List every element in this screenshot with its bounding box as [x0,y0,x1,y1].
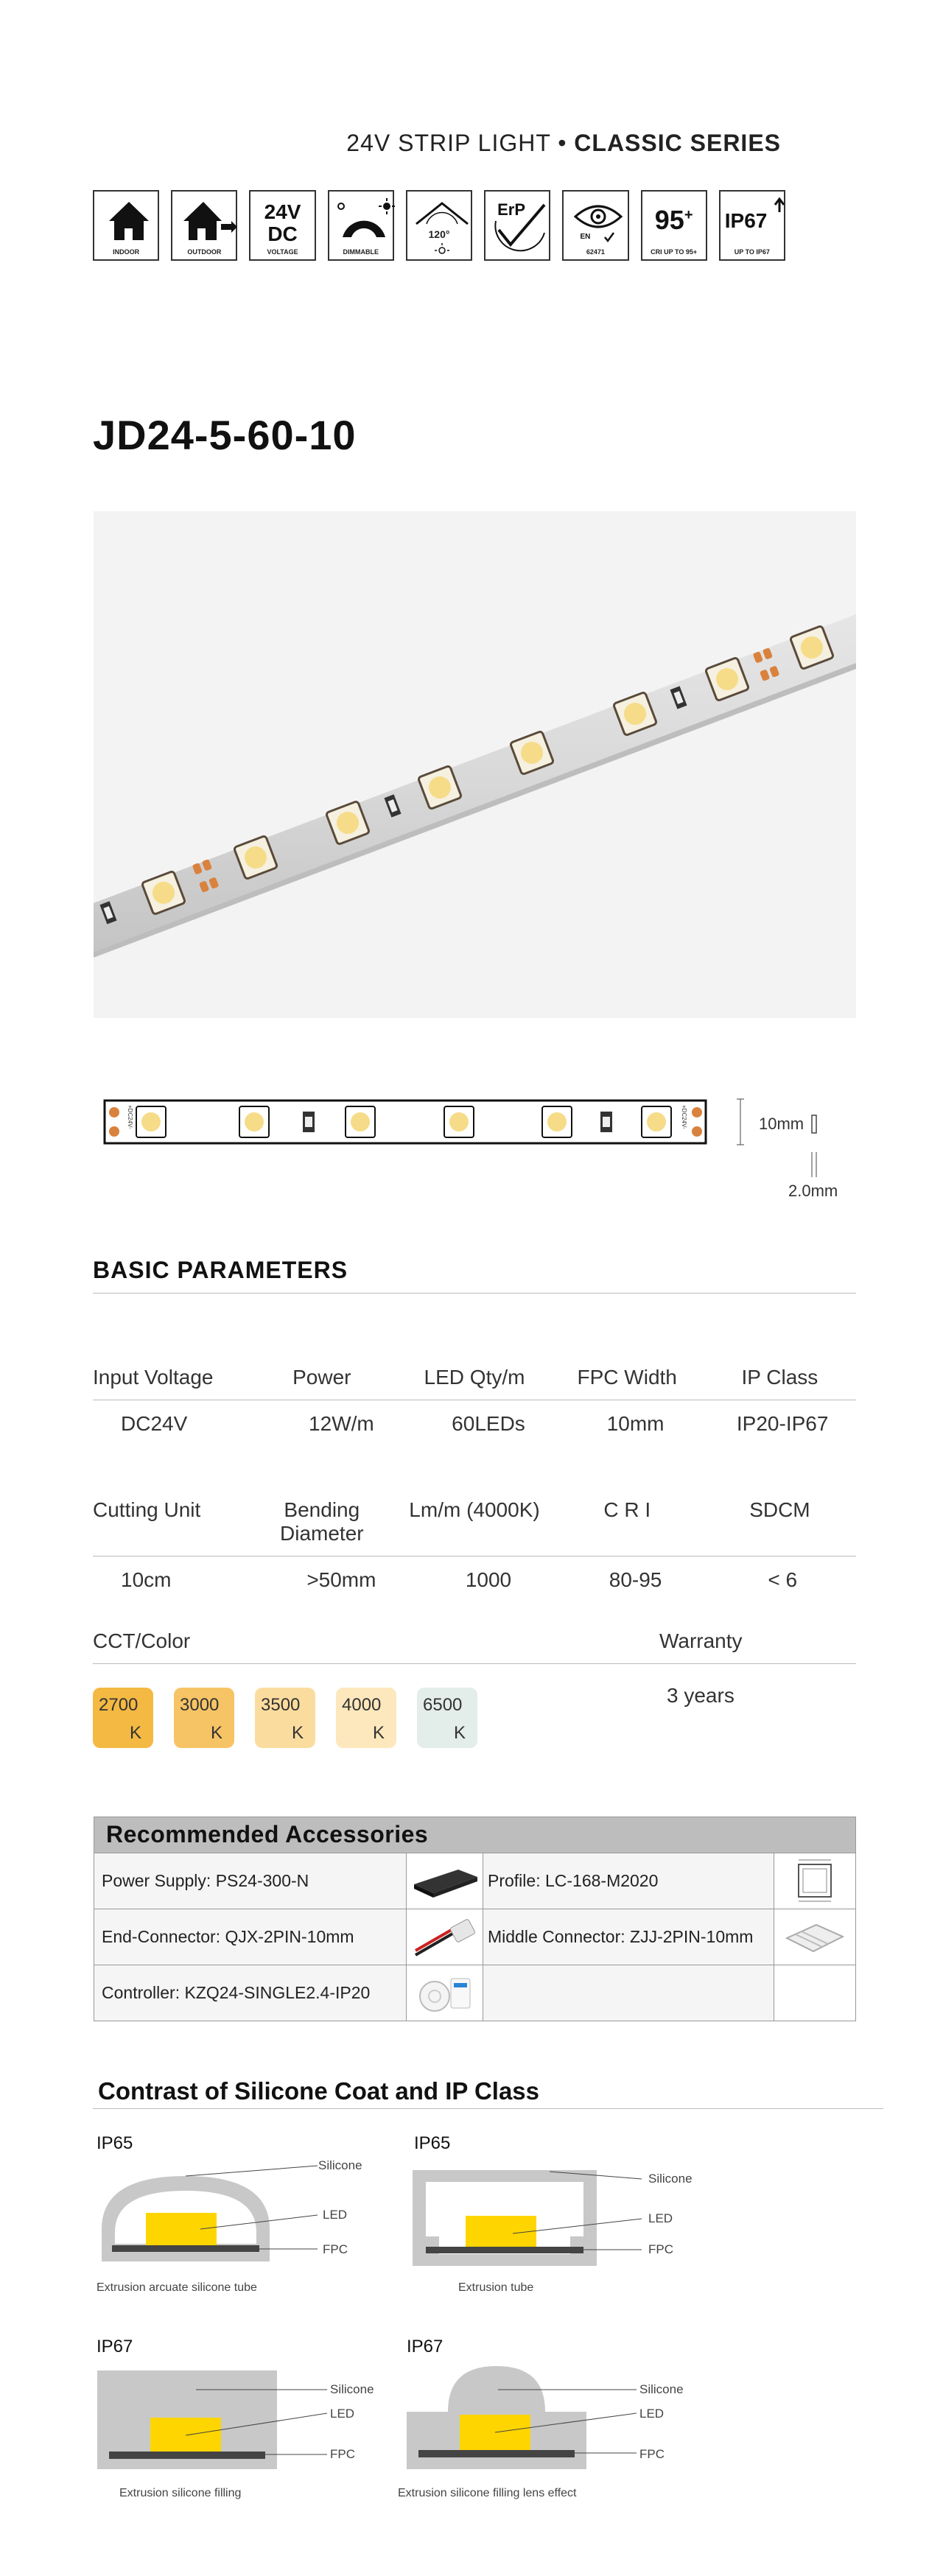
param-value: 1000 [465,1568,512,1591]
parameters-title: BASIC PARAMETERS [93,1257,348,1283]
cct-swatch [93,1688,153,1748]
parameters-table-1 [93,1366,856,1436]
accessories-row [94,1965,855,2021]
outdoor-icon [171,190,237,261]
indoor-caption: INDOOR [113,248,140,256]
cct-swatch-temp: 4000 [342,1695,382,1715]
dimmable-icon [328,190,394,261]
param-value: >50mm [306,1568,376,1591]
param-header: Input Voltage [93,1366,214,1389]
series-separator: • [558,130,567,156]
drawing-width-label: 10mm [759,1115,804,1133]
param-header: LED Qty/m [424,1366,525,1389]
diagram-3-caption: Extrusion silicone filling [119,2487,242,2499]
accessory-power-supply: Power Supply: PS24-300-N [94,1853,406,1909]
cct-swatch-temp: 2700 [99,1695,139,1715]
parameters-divider [93,1293,856,1294]
eye-safety-icon [562,190,628,261]
profile-image [774,1853,855,1909]
param-value: IP20-IP67 [736,1412,829,1435]
eye-safety-sub: EN [580,233,591,241]
erp-caption: ErP [497,200,526,219]
diagram-3-label-silicone: Silicone [330,2382,374,2396]
power-supply-image [406,1853,483,1909]
drawing-polarity-right: +DC24V- [681,1105,687,1129]
contrast-title: Contrast of Silicone Coat and IP Class [98,2077,540,2105]
diagram-3-label-led: LED [330,2407,355,2421]
parameters-value-row-2 [93,1568,856,1592]
cct-swatch-temp: 3000 [180,1695,220,1715]
beam-angle-caption: 120° [428,228,450,240]
diagram-4-label-silicone: Silicone [639,2382,684,2396]
diagram-3-ip: IP67 [97,2337,133,2356]
param-header: Cutting Unit [93,1498,201,1521]
param-value: 10cm [121,1568,172,1591]
param-value: 12W/m [309,1412,374,1435]
cct-swatch [417,1688,477,1748]
diagram-2-label-led: LED [648,2211,673,2225]
diagram-2-ip: IP65 [414,2133,451,2153]
param-value: < 6 [768,1568,798,1591]
voltage-line1: 24V [264,200,301,223]
feature-icon-row [93,190,785,262]
diagram-4-ip: IP67 [407,2337,444,2356]
parameters-table-2 [93,1498,856,1592]
accessory-end-connector: End-Connector: QJX-2PIN-10mm [94,1909,406,1965]
diagram-3-label-fpc: FPC [330,2447,355,2461]
contrast-divider [93,2108,883,2109]
accessories-table [94,1817,856,2021]
param-header: C R I [603,1498,651,1521]
beam-angle-icon [406,190,472,261]
indoor-icon [93,190,159,261]
drawing-polarity-left: +DC24V- [127,1105,133,1129]
accessory-profile: Profile: LC-168-M2020 [483,1853,774,1909]
voltage-icon [249,190,315,261]
cct-swatch-temp: 6500 [423,1695,463,1715]
cct-swatch [174,1688,234,1748]
diagram-4-label-led: LED [639,2407,665,2421]
diagram-1-caption: Extrusion arcuate silicone tube [97,2281,257,2294]
series-bold-text: CLASSIC SERIES [574,130,781,156]
cri-value: 95 [654,205,684,235]
cct-swatch [336,1688,396,1748]
parameters-header-row-2 [93,1498,856,1545]
cct-swatch-unit: K [453,1723,466,1743]
param-header: Lm/m (4000K) [409,1498,540,1521]
diagram-1-ip: IP65 [97,2133,133,2153]
diagram-2-label-silicone: Silicone [648,2172,693,2186]
drawing-thickness-label: 2.0mm [788,1182,838,1200]
cri-icon [641,190,707,261]
end-connector-image [406,1909,483,1965]
ip-rating-icon [719,190,785,261]
cct-swatch-unit: K [291,1723,304,1743]
ip-value: IP67 [724,209,768,232]
eye-safety-caption: 62471 [586,248,605,256]
parameters-value-row-1 [93,1412,856,1436]
cct-swatch [255,1688,315,1748]
cct-swatch-unit: K [129,1723,141,1743]
param-header: SDCM [749,1498,810,1521]
param-value: DC24V [121,1412,188,1435]
diagram-4-label-fpc: FPC [639,2447,665,2461]
cri-caption: CRI UP TO 95+ [651,248,698,256]
cct-label: CCT/Color [93,1629,191,1652]
param-header: IP Class [741,1366,818,1389]
param-header: FPC Width [577,1366,677,1389]
param-header: Bending Diameter [280,1498,364,1545]
cct-swatch-unit: K [372,1723,385,1743]
strip-dimension-drawing [93,1090,859,1201]
model-number: JD24-5-60-10 [93,412,357,458]
outdoor-caption: OUTDOOR [187,248,222,256]
accessory-empty [483,1965,774,2021]
controller-image [406,1965,483,2021]
cct-divider [93,1663,856,1664]
diagram-1-label-silicone: Silicone [318,2158,362,2172]
series-light-text: 24V STRIP LIGHT [346,130,551,156]
param-header: Power [292,1366,351,1389]
accessory-middle-connector: Middle Connector: ZJJ-2PIN-10mm [483,1909,774,1965]
diagram-1-label-led: LED [323,2208,348,2222]
dimmable-caption: DIMMABLE [343,248,379,256]
accessories-row [94,1853,855,1909]
accessory-controller: Controller: KZQ24-SINGLE2.4-IP20 [94,1965,406,2021]
diagram-4-caption: Extrusion silicone filling lens effect [398,2487,577,2499]
diagram-1-label-fpc: FPC [323,2242,348,2256]
cri-plus: + [684,207,693,223]
param-value: 60LEDs [452,1412,525,1435]
product-photo [94,511,856,1018]
warranty-value: 3 years [667,1684,735,1707]
param-value: 80-95 [609,1568,662,1591]
accessories-title: Recommended Accessories [94,1817,855,1853]
cct-swatches [93,1688,477,1748]
diagram-2-label-fpc: FPC [648,2242,673,2256]
series-title [221,130,781,157]
parameters-header-row-1 [93,1366,856,1389]
accessory-empty-image [774,1965,855,2021]
voltage-caption: VOLTAGE [267,248,298,256]
accessories-row [94,1909,855,1965]
ip-caption: UP TO IP67 [734,248,770,256]
erp-icon [484,190,550,261]
diagram-2-caption: Extrusion tube [458,2281,534,2294]
warranty-label: Warranty [659,1629,743,1652]
voltage-line2: DC [267,222,298,245]
cct-swatch-unit: K [210,1723,222,1743]
param-value: 10mm [606,1412,665,1435]
middle-connector-image [774,1909,855,1965]
cct-swatch-temp: 3500 [261,1695,301,1715]
